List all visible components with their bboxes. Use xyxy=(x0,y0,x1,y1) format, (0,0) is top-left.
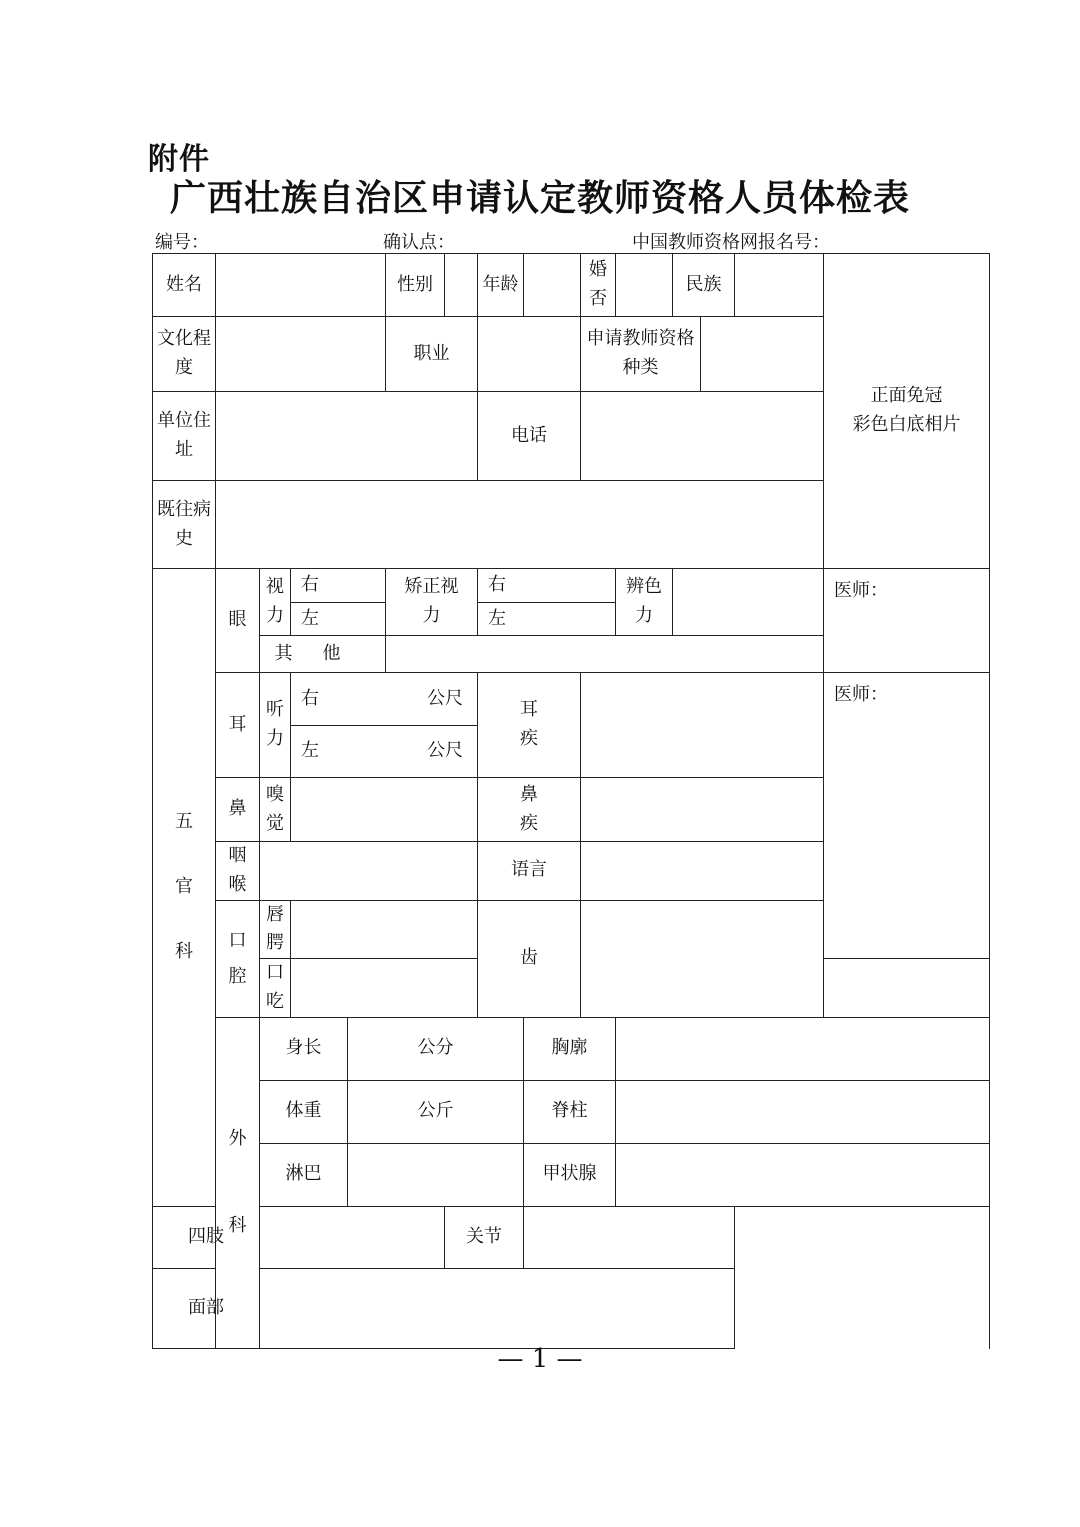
corrected-right-label: 右 xyxy=(478,569,616,603)
nose-label: 鼻 xyxy=(216,778,260,842)
occupation-label: 职业 xyxy=(386,317,478,392)
cert-type-label: 申请教师资格种类 xyxy=(581,317,701,392)
ear-disease-label: 耳疾 xyxy=(478,673,581,778)
joints-label: 关节 xyxy=(445,1206,524,1268)
name-label: 姓名 xyxy=(153,254,216,317)
work-address-field[interactable] xyxy=(216,392,478,481)
color-vision-label: 辨色力 xyxy=(616,569,673,636)
height-label: 身长 xyxy=(260,1017,348,1080)
eye-doctor-label: 医师： xyxy=(824,569,990,673)
corrected-vision-label: 矫正视力 xyxy=(386,569,478,636)
smell-field[interactable] xyxy=(291,778,478,842)
weight-label: 体重 xyxy=(260,1080,348,1143)
history-field[interactable] xyxy=(216,481,824,569)
photo-line-1: 正面免冠 xyxy=(870,385,943,407)
speech-label: 语言 xyxy=(478,842,581,901)
education-label: 文化程度 xyxy=(153,317,216,392)
marital-field[interactable] xyxy=(616,254,673,317)
joints-field[interactable] xyxy=(524,1206,735,1268)
speech-field[interactable] xyxy=(581,842,824,901)
lymph-field[interactable] xyxy=(348,1143,524,1206)
chest-field[interactable] xyxy=(616,1017,990,1080)
eye-other-label: 其他 xyxy=(260,636,386,673)
ear-disease-field[interactable] xyxy=(581,673,824,778)
name-field[interactable] xyxy=(216,254,386,317)
ethnicity-label: 民族 xyxy=(673,254,735,317)
mouth-label: 口腔 xyxy=(216,900,260,1017)
spine-label: 脊柱 xyxy=(524,1080,616,1143)
spine-field[interactable] xyxy=(616,1080,990,1143)
limbs-field[interactable] xyxy=(260,1206,445,1268)
hearing-right[interactable]: 右 公尺 xyxy=(291,673,478,726)
corrected-left-label: 左 xyxy=(478,603,616,636)
page-title: 广西壮族自治区申请认定教师资格人员体检表 xyxy=(169,177,910,219)
hearing-label: 听力 xyxy=(260,673,291,778)
vision-label: 视力 xyxy=(260,569,291,636)
thyroid-label: 甲状腺 xyxy=(524,1143,616,1206)
height-field[interactable]: 公分 xyxy=(348,1017,524,1080)
ethnicity-field[interactable] xyxy=(735,254,824,317)
occupation-field[interactable] xyxy=(478,317,581,392)
ent-doctor-label: 医师： xyxy=(824,673,990,959)
five-senses-section: 五官科 xyxy=(153,569,216,1207)
stutter-label: 口吃 xyxy=(260,959,291,1018)
eye-other-field[interactable] xyxy=(386,636,824,673)
lip-field[interactable] xyxy=(291,900,478,959)
smell-label: 嗅觉 xyxy=(260,778,291,842)
hearing-left[interactable]: 左 公尺 xyxy=(291,726,478,778)
education-field[interactable] xyxy=(216,317,386,392)
work-address-label: 单位住址 xyxy=(153,392,216,481)
age-field[interactable] xyxy=(524,254,581,317)
color-vision-field[interactable] xyxy=(673,569,824,636)
nose-disease-field[interactable] xyxy=(581,778,824,842)
lymph-label: 淋巴 xyxy=(260,1143,348,1206)
photo-line-2: 彩色白底相片 xyxy=(852,414,961,435)
lip-label: 唇腭 xyxy=(260,900,291,959)
gender-label: 性别 xyxy=(386,254,445,317)
teeth-label: 齿 xyxy=(478,900,581,1017)
thyroid-field[interactable] xyxy=(616,1143,990,1206)
surgery-section: 外科 xyxy=(216,1017,260,1348)
weight-field[interactable]: 公斤 xyxy=(348,1080,524,1143)
exam-form-table xyxy=(152,253,990,1349)
history-label: 既往病史 xyxy=(153,481,216,569)
phone-label: 电话 xyxy=(478,392,581,481)
vision-left-label: 左 xyxy=(291,603,386,636)
photo-box[interactable] xyxy=(824,254,990,569)
page-number: — 1 — xyxy=(497,1344,583,1374)
marital-label: 婚否 xyxy=(581,254,616,317)
stutter-field[interactable] xyxy=(291,959,478,1018)
nose-disease-label: 鼻疾 xyxy=(478,778,581,842)
number-label: 编号： xyxy=(155,232,209,253)
face-label: 面部 xyxy=(153,1268,260,1348)
chest-label: 胸廓 xyxy=(524,1017,616,1080)
registration-label: 中国教师资格网报名号： xyxy=(632,232,830,253)
throat-field[interactable] xyxy=(260,842,478,901)
attachment-label: 附件 xyxy=(148,142,210,177)
limbs-label: 四肢 xyxy=(153,1206,260,1268)
age-label: 年龄 xyxy=(478,254,524,317)
phone-field[interactable] xyxy=(581,392,824,481)
teeth-field[interactable] xyxy=(581,900,824,1017)
face-field[interactable] xyxy=(260,1268,735,1348)
eye-label: 眼 xyxy=(216,569,260,673)
vision-right-label: 右 xyxy=(291,569,386,603)
gender-field[interactable] xyxy=(445,254,478,317)
cert-type-field[interactable] xyxy=(701,317,824,392)
throat-label: 咽喉 xyxy=(216,842,260,901)
ear-label: 耳 xyxy=(216,673,260,778)
confirm-point-label: 确认点： xyxy=(383,232,455,253)
